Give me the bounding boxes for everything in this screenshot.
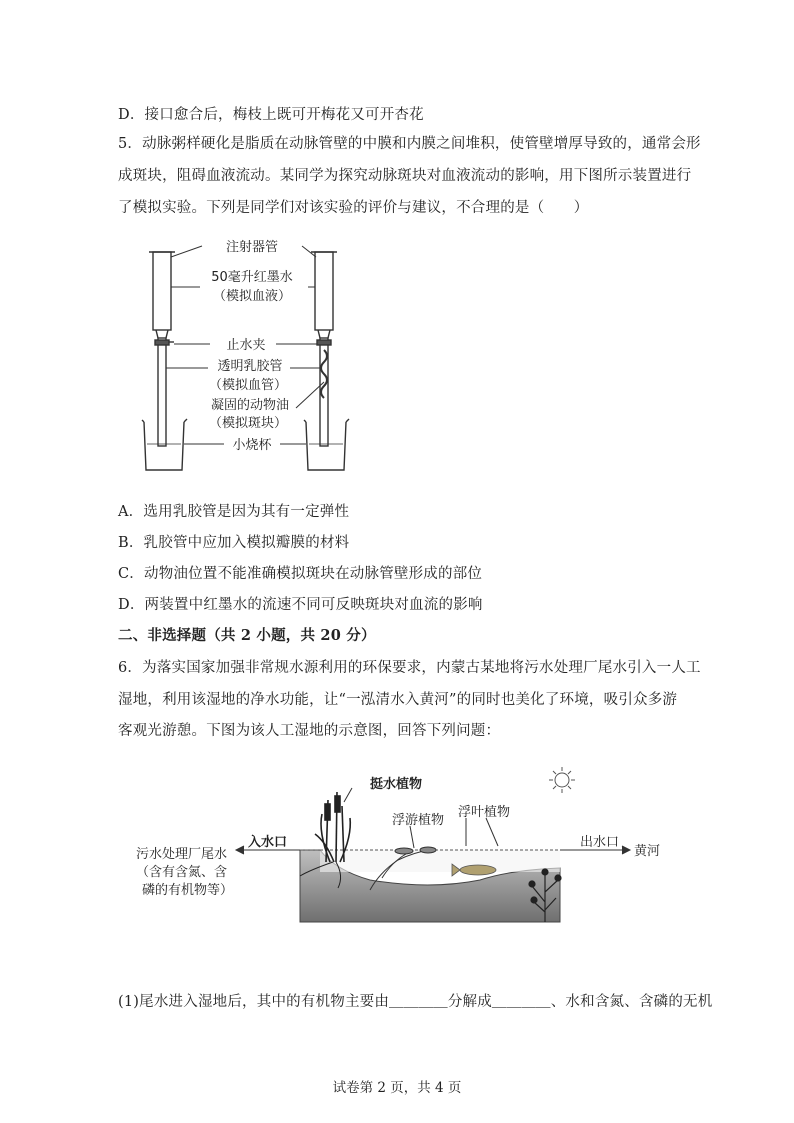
q5-stem-line-3: 了模拟实验。下列是同学们对该实验的评价与建议，不合理的是（ ）: [118, 200, 589, 216]
label-source-2: （含有含氮、含: [136, 865, 228, 880]
left-syringe-barrel: [153, 252, 171, 330]
q5-stem-line-2: 成斑块，阻碍血液流动。某同学为探究动脉斑块对血液流动的影响，用下图所示装置进行: [118, 168, 692, 184]
label-source-3: 磷的有机物等）: [142, 883, 234, 898]
q5-stem-line-1: 5．动脉粥样硬化是脂质在动脉管壁的中膜和内膜之间堆积，使管壁增厚导致的，通常会形: [118, 136, 701, 152]
section-title-non-choice: 二、非选择题（共 2 小题，共 20 分）: [118, 627, 376, 644]
label-tube: 透明乳胶管: [217, 359, 283, 374]
sun-icon: [549, 767, 575, 793]
q6-subquestion-1: (1)尾水进入湿地后，其中的有机物主要由＿＿＿＿分解成＿＿＿＿、水和含氮、含磷的无机: [118, 994, 713, 1010]
right-syringe-barrel: [315, 252, 333, 330]
q5-option-d: D．两装置中红墨水的流速不同可反映斑块对血流的影响: [118, 597, 483, 613]
label-ink-note: （模拟血液）: [212, 289, 292, 304]
label-floating-leaf-plant: 浮叶植物: [458, 805, 511, 820]
label-outlet: 出水口: [580, 835, 620, 850]
label-yellow-river: 黄河: [634, 844, 661, 859]
label-inlet: 入水口: [248, 835, 288, 850]
left-clamp: [155, 340, 169, 345]
left-latex-tube: [158, 338, 166, 446]
page-footer: 试卷第 2 页，共 4 页: [332, 1080, 462, 1096]
q6-stem-line-3: 客观光游憩。下图为该人工湿地的示意图，回答下列问题：: [118, 723, 501, 739]
q6-stem-line-1: 6．为落实国家加强非常规水源利用的环保要求，内蒙古某地将污水处理厂尾水引入一人工: [118, 660, 701, 676]
label-clamp: 止水夹: [226, 338, 266, 353]
q6-stem-line-2: 湿地，利用该湿地的净水功能，让“一泓清水入黄河”的同时也美化了环境，吸引众多游: [118, 692, 678, 708]
label-emergent-plant: 挺水植物: [370, 777, 423, 792]
syringe-apparatus-figure: [130, 232, 370, 477]
water-area: [320, 850, 560, 872]
q4-option-d: D．接口愈合后，梅枝上既可开梅花又可开杏花: [118, 107, 424, 123]
label-oil-note: （模拟斑块）: [208, 416, 288, 431]
wetland-diagram-figure: [130, 762, 700, 932]
label-source-1: 污水处理厂尾水: [136, 847, 228, 862]
label-ink: 50毫升红墨水: [211, 270, 293, 285]
q5-option-c: C．动物油位置不能准确模拟斑块在动脉管壁形成的部位: [118, 566, 483, 582]
q5-option-b: B．乳胶管中应加入模拟瓣膜的材料: [118, 535, 350, 551]
label-floating-plant: 浮游植物: [392, 813, 445, 828]
right-clamp: [317, 340, 331, 345]
label-syringe: 注射器管: [225, 240, 279, 255]
label-tube-note: （模拟血管）: [208, 378, 288, 393]
animal-oil-plaque: [321, 350, 327, 398]
label-oil: 凝固的动物油: [210, 398, 290, 413]
q5-option-a: A．选用乳胶管是因为其有一定弹性: [118, 504, 350, 520]
label-beaker: 小烧杯: [232, 438, 272, 453]
